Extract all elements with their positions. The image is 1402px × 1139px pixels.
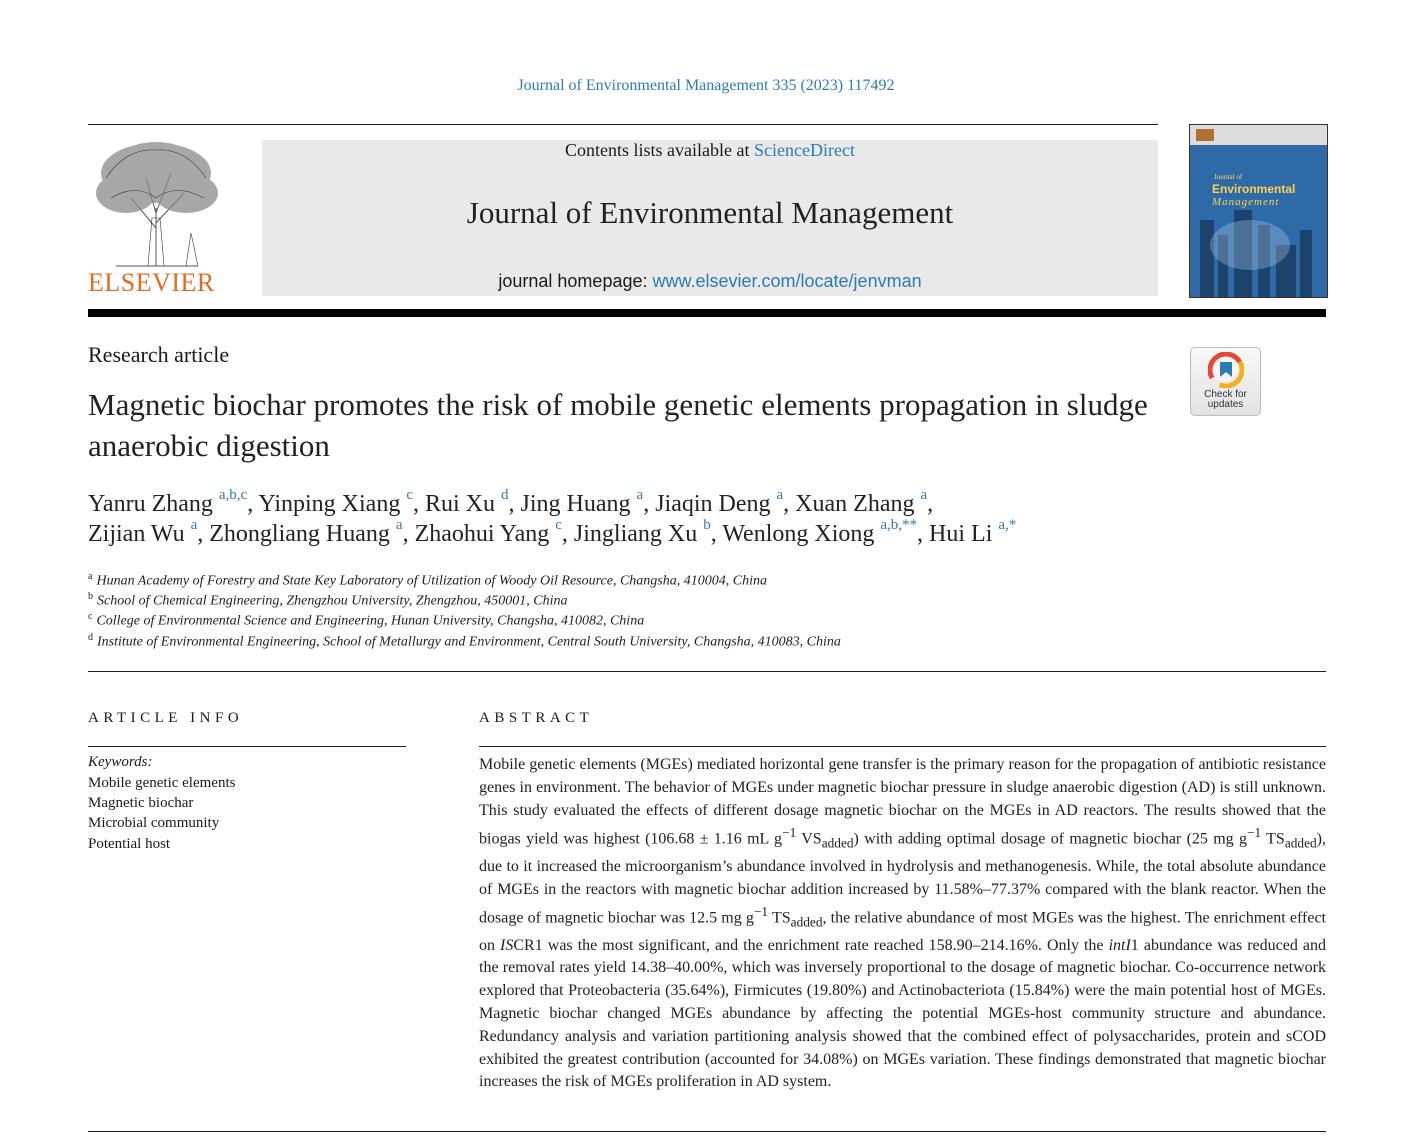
subscript: added bbox=[821, 835, 854, 851]
affiliation-text: Hunan Academy of Forestry and State Key Laboratory of Utilization of Woody Oil Resource, Changsha, 410004, China bbox=[96, 573, 767, 589]
affiliation-mark: c bbox=[88, 611, 93, 622]
author-affiliation-link[interactable]: a,* bbox=[998, 517, 1017, 533]
author-separator: , bbox=[927, 491, 934, 517]
author-separator: , bbox=[917, 521, 930, 547]
sciencedirect-link[interactable]: ScienceDirect bbox=[754, 140, 855, 160]
contents-prefix: Contents lists available at bbox=[565, 140, 754, 160]
author-name[interactable]: Rui Xu bbox=[425, 491, 496, 517]
section-divider bbox=[88, 671, 1326, 672]
affiliation-b bbox=[88, 591, 568, 610]
journal-title: Journal of Environmental Management bbox=[466, 195, 954, 230]
bottom-divider bbox=[88, 1131, 1326, 1132]
author-separator: , bbox=[710, 521, 723, 547]
author-separator: , bbox=[561, 521, 574, 547]
author-separator: , bbox=[247, 491, 259, 517]
author-name[interactable]: Wenlong Xiong bbox=[722, 521, 875, 547]
affiliation-text: College of Environmental Science and Engineering, Hunan University, Changsha, 410082, China bbox=[96, 613, 645, 629]
elsevier-tree-icon bbox=[86, 138, 228, 268]
author-name[interactable]: Zijian Wu bbox=[88, 521, 185, 547]
author-separator: , bbox=[402, 521, 415, 547]
abstract-text: ) with adding optimal dosage of magnetic biochar (25 mg g bbox=[853, 830, 1247, 848]
author-list-line-2 bbox=[88, 517, 1328, 548]
author-affiliation-link[interactable]: a bbox=[920, 487, 928, 503]
author-affiliation-link[interactable]: b bbox=[703, 517, 711, 533]
abstract-text: CR1 was the most significant, and the enrichment rate reached 158.90–214.16%. Only the bbox=[513, 936, 1109, 954]
author-separator: , bbox=[783, 491, 796, 517]
journal-cover-image[interactable] bbox=[1189, 124, 1328, 298]
exponent: −1 bbox=[1246, 825, 1262, 841]
author-affiliation-link[interactable]: a,b,** bbox=[880, 517, 918, 533]
exponent: −1 bbox=[782, 825, 797, 841]
author-affiliation-link[interactable]: c bbox=[555, 517, 562, 533]
affiliation-text: School of Chemical Engineering, Zhengzhou University, Zhengzhou, 450001, China bbox=[97, 593, 568, 609]
author-name[interactable]: Zhaohui Yang bbox=[414, 521, 550, 547]
article-info-heading: ARTICLE INFO bbox=[88, 710, 244, 726]
author-name[interactable]: Jing Huang bbox=[520, 491, 631, 517]
exponent: −1 bbox=[753, 904, 769, 920]
author-affiliation-link[interactable]: a bbox=[395, 517, 403, 533]
affiliation-mark: d bbox=[88, 632, 93, 643]
affiliation-mark: a bbox=[88, 571, 93, 582]
author-separator: , bbox=[413, 491, 425, 517]
keyword-item: Magnetic biochar bbox=[88, 795, 194, 811]
cover-cityscape-icon bbox=[1190, 125, 1327, 297]
check-updates-icon bbox=[1208, 352, 1244, 388]
article-title: Magnetic biochar promotes the risk of mobile genetic elements propagation in sludge anaerobic digestion bbox=[88, 387, 1148, 463]
author-name[interactable]: Zhongliang Huang bbox=[209, 521, 390, 547]
gene-name-italic: intI bbox=[1108, 936, 1131, 954]
abstract-text: VS bbox=[796, 830, 822, 848]
author-separator: , bbox=[197, 521, 210, 547]
journal-homepage bbox=[262, 271, 1158, 292]
cover-title-environmental: Environmental bbox=[1212, 182, 1296, 196]
author-affiliation-link[interactable]: a bbox=[776, 487, 784, 503]
abstract-text: ), due to it increased the microorganism’s abundance involved in hydrolysis and methanogenesis. While, the total absolute abundance of MGEs in the reactors with magnetic biochar addition increased by 11.58%–77.37% compared with the blank reactor. When the dosage of magnetic biochar was 12.5 mg g bbox=[479, 830, 1326, 927]
author-affiliation-link[interactable]: a bbox=[190, 517, 198, 533]
check-updates-line2: updates bbox=[1207, 399, 1244, 410]
abstract-text: Mobile genetic elements (MGEs) mediated horizontal gene transfer is the primary reason for the propagation of antibiotic resistance genes in environment. The behavior of MGEs under magnetic biochar pressure in sludge anaerobic digestion (AD) is still unknown. This study evaluated the effects of different dosage magnetic biochar on the MGEs in AD reactors. The results showed that the biogas yield was highest (106.68 ± 1.16 mL g bbox=[479, 756, 1326, 848]
article-type: Research article bbox=[88, 342, 230, 367]
check-updates-line1: Check for bbox=[1204, 389, 1247, 400]
abstract-text: TS bbox=[1261, 830, 1285, 848]
check-for-updates-button[interactable] bbox=[1190, 347, 1261, 416]
check-updates-label bbox=[1191, 390, 1260, 410]
subscript: added bbox=[1284, 835, 1317, 851]
affiliation-d bbox=[88, 632, 841, 651]
author-separator: , bbox=[508, 491, 521, 517]
author-name[interactable]: Jingliang Xu bbox=[573, 521, 698, 547]
keyword-item: Microbial community bbox=[88, 815, 220, 831]
cover-journal-of: Journal of bbox=[1214, 173, 1243, 181]
header-thick-divider bbox=[88, 309, 1326, 317]
author-name[interactable]: Yanru Zhang bbox=[88, 491, 213, 517]
elsevier-wordmark: ELSEVIER bbox=[88, 268, 215, 297]
author-separator: , bbox=[643, 491, 656, 517]
abstract-text: , the relative abundance of most MGEs was the highest. The enrichment effect on bbox=[479, 909, 1327, 954]
affiliation-a bbox=[88, 571, 767, 590]
author-name[interactable]: Yinping Xiang bbox=[258, 491, 401, 517]
author-affiliation-link[interactable]: a bbox=[636, 487, 644, 503]
abstract-text: 1 abundance was reduced and the removal rates yield 14.38–40.00%, which was inversely proportional to the dosage of magnetic biochar. Co-occurrence network explored that Proteobacteria (35.64%), Firmicutes (19.80%) and Actinobacteriota (15.84%) were the main potential host of MGEs. Magnetic biochar changed MGEs abundance by affecting the potential MGEs-host community structure and abundance. Redundancy analysis and variation partitioning analysis showed that the combined effect of polysaccharides, protein and sCOD exhibited the greatest contribution (accounted for 34.08%) on MGEs variation. These findings demonstrated that magnetic biochar increases the risk of MGEs proliferation in AD system. bbox=[479, 936, 1326, 1091]
homepage-prefix: journal homepage: bbox=[498, 271, 653, 291]
abstract-text: TS bbox=[768, 909, 791, 927]
top-divider bbox=[88, 124, 1158, 125]
keyword-item: Potential host bbox=[88, 836, 171, 852]
homepage-link[interactable]: www.elsevier.com/locate/jenvman bbox=[652, 271, 922, 291]
author-name[interactable]: Jiaqin Deng bbox=[655, 491, 771, 517]
author-name[interactable]: Hui Li bbox=[929, 521, 993, 547]
cover-title-management: Management bbox=[1212, 196, 1280, 208]
affiliation-mark: b bbox=[88, 591, 93, 602]
affiliation-text: Institute of Environmental Engineering, School of Metallurgy and Environment, Central South University, Changsha, 410083, China bbox=[97, 634, 841, 650]
journal-citation[interactable]: Journal of Environmental Management 335 (2023) 117492 bbox=[517, 77, 895, 94]
keywords-label: Keywords: bbox=[88, 754, 153, 770]
gene-name-italic: IS bbox=[500, 936, 514, 954]
author-affiliation-link[interactable]: a,b,c bbox=[218, 487, 248, 503]
affiliation-c bbox=[88, 611, 644, 630]
keyword-item: Mobile genetic elements bbox=[88, 775, 236, 791]
abstract-paragraph bbox=[479, 754, 1326, 1094]
abstract-heading: ABSTRACT bbox=[479, 710, 594, 726]
author-affiliation-link[interactable]: d bbox=[501, 487, 509, 503]
subscript: added bbox=[790, 914, 823, 930]
abstract-divider bbox=[479, 746, 1326, 747]
contents-availability bbox=[262, 140, 1158, 161]
abstract-body bbox=[479, 754, 1326, 1094]
author-list-line-1 bbox=[88, 487, 1328, 518]
author-affiliation-link[interactable]: c bbox=[406, 487, 413, 503]
article-info-divider bbox=[88, 746, 406, 747]
author-name[interactable]: Xuan Zhang bbox=[795, 491, 915, 517]
